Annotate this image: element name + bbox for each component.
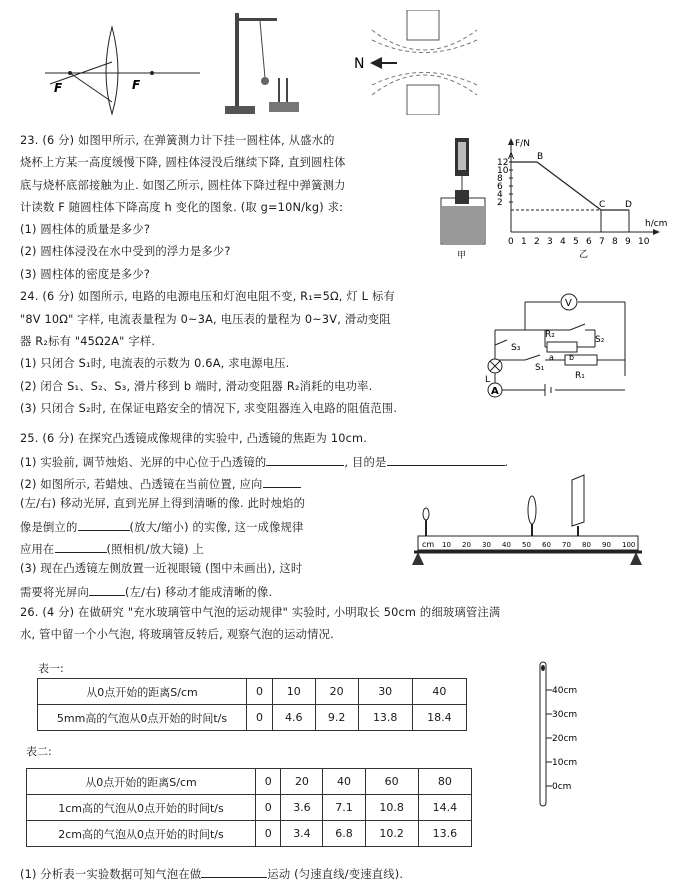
y-tick-label: 6 xyxy=(497,182,503,192)
q23-line-4: 计读数 F 随圆柱体下降高度 h 变化的图象. (取 g=10N/kg) 求: xyxy=(20,201,344,214)
table-cell: 13.6 xyxy=(418,821,471,847)
q25-blank-5[interactable] xyxy=(55,541,107,553)
north-pole-label: N xyxy=(354,56,365,72)
s3-label: S₃ xyxy=(511,343,521,353)
table1 xyxy=(37,678,467,731)
point-c-label: C xyxy=(599,200,606,210)
table-cell: 3.6 xyxy=(281,795,323,821)
table-cell: 60 xyxy=(365,769,418,795)
q26-line-2: 水, 管中留一个小气泡, 将玻璃管反转后, 观察气泡的运动情况. xyxy=(20,628,334,641)
figure-jia-caption: 甲 xyxy=(457,251,467,260)
circuit-diagram xyxy=(485,290,635,402)
table-cell: 40 xyxy=(323,769,365,795)
table-cell: 18.4 xyxy=(412,705,466,731)
point-d-label: D xyxy=(625,200,632,210)
y-axis-label: F/N xyxy=(515,139,530,149)
table-cell: 9.2 xyxy=(315,705,358,731)
q25-line-8-text-a: 需要将光屏向 xyxy=(20,586,89,599)
q23-line-3: 底与烧杯底部接触为止. 如图乙所示, 圆柱体下降过程中弹簧测力 xyxy=(20,179,346,192)
table-cell: 40 xyxy=(412,679,466,705)
magnetic-field-figure xyxy=(352,10,482,115)
bench-tick-label: 10 xyxy=(442,541,451,549)
q25-blank-3[interactable] xyxy=(263,476,301,488)
table-cell: 10.8 xyxy=(365,795,418,821)
q25-sub-1-text-b: , 目的是 xyxy=(344,456,387,469)
q24-sub-1: (1) 只闭合 S₁时, 电流表的示数为 0.6A, 求电源电压. xyxy=(20,357,290,370)
q23-line-2: 烧杯上方某一高度缓慢下降, 圆柱体浸没后继续下降, 直到圆柱体 xyxy=(20,156,346,169)
x-tick-label: 0 xyxy=(508,237,514,247)
figure-yi-caption: 乙 xyxy=(579,250,589,260)
q25-sub-1 xyxy=(20,454,508,470)
table-cell: 4.6 xyxy=(272,705,315,731)
table-row-head: 2cm高的气泡从0点开始的时间t/s xyxy=(27,821,256,847)
table-cell: 0 xyxy=(256,821,281,847)
q25-sub-1-text-c: . xyxy=(504,456,509,469)
bench-tick-label: 100 xyxy=(622,541,636,549)
table-cell: 10.2 xyxy=(365,821,418,847)
bench-tick-label: 30 xyxy=(482,541,491,549)
table-row xyxy=(27,795,472,821)
y-tick-label: 12 xyxy=(497,158,509,168)
focal-point-right-label: F xyxy=(132,78,141,92)
q25-sub-2-text-a: (2) 如图所示, 若蜡烛、凸透镜在当前位置, 应向 xyxy=(20,478,263,491)
glass-tube-figure xyxy=(532,660,602,810)
bench-tick-label: 70 xyxy=(562,541,571,549)
table-cell: 13.8 xyxy=(358,705,412,731)
s2-label: S₂ xyxy=(595,335,605,345)
tube-mark-label: 20cm xyxy=(552,734,578,744)
table-cell: 0 xyxy=(256,795,281,821)
table-row-head: 从0点开始的距离S/cm xyxy=(27,769,256,795)
table-cell: 20 xyxy=(315,679,358,705)
q26-line-1: 26. (4 分) 在做研究 "充水玻璃管中气泡的运动规律" 实验时, 小明取长 50cm 的细玻璃管注满 xyxy=(20,606,501,619)
r2-label: R₂ xyxy=(545,330,555,340)
table-row xyxy=(27,769,472,795)
tube-mark-label: 30cm xyxy=(552,710,578,720)
ammeter-label: A xyxy=(491,386,499,397)
q25-line-5-text-a: 像是倒立的 xyxy=(20,521,78,534)
bench-tick-label: 20 xyxy=(462,541,471,549)
bench-tick-label: 80 xyxy=(582,541,591,549)
slider-end-b-label: b xyxy=(569,353,575,362)
tube-mark-label: 10cm xyxy=(552,758,578,768)
q23-sub-2: (2) 圆柱体浸没在水中受到的浮力是多少? xyxy=(20,245,231,258)
q23-sub-1: (1) 圆柱体的质量是多少? xyxy=(20,223,151,236)
table-cell: 10 xyxy=(272,679,315,705)
table-cell: 7.1 xyxy=(323,795,365,821)
y-tick-label: 10 xyxy=(497,166,509,176)
q24-line-1: 24. (6 分) 如图所示, 电路的电源电压和灯泡电阻不变, R₁=5Ω, 灯 L 标有 xyxy=(20,290,395,303)
table-row-head: 从0点开始的距离S/cm xyxy=(38,679,247,705)
table-cell: 3.4 xyxy=(281,821,323,847)
q25-line-6-text-b: (照相机/放大镜) 上 xyxy=(106,543,204,556)
q25-blank-6[interactable] xyxy=(89,584,125,596)
table-row-head: 5mm高的气泡从0点开始的时间t/s xyxy=(38,705,247,731)
q23-sub-3: (3) 圆柱体的密度是多少? xyxy=(20,268,151,281)
s1-label: S₁ xyxy=(535,363,545,373)
tube-mark-label: 40cm xyxy=(552,686,578,696)
bench-tick-label: 90 xyxy=(602,541,611,549)
table-row xyxy=(27,821,472,847)
q25-line-8-text-b: (左/右) 移动才能成清晰的像. xyxy=(124,586,273,599)
q26-sub-1-text-a: (1) 分析表一实验数据可知气泡在做 xyxy=(20,868,202,881)
bench-tick-label: 60 xyxy=(542,541,551,549)
q25-sub-2 xyxy=(20,476,301,492)
x-axis-label: h/cm xyxy=(645,219,668,229)
bench-tick-label: 50 xyxy=(522,541,531,549)
point-b-label: B xyxy=(537,152,544,162)
bench-tick-label: 40 xyxy=(502,541,511,549)
q25-line-1: 25. (6 分) 在探究凸透镜成像规律的实验中, 凸透镜的焦距为 10cm. xyxy=(20,432,368,445)
lens-ray-diagram xyxy=(40,22,205,117)
q25-line-6 xyxy=(20,541,204,557)
table2-label: 表二: xyxy=(26,745,52,758)
optical-bench-figure xyxy=(412,470,644,566)
table-cell: 0 xyxy=(247,705,273,731)
y-tick-label: 4 xyxy=(497,190,503,200)
slider-end-a-label: a xyxy=(549,353,554,362)
table-cell: 30 xyxy=(358,679,412,705)
q24-line-2: "8V 10Ω" 字样, 电流表量程为 0~3A, 电压表的量程为 0~3V, 滑动变阻 xyxy=(20,313,391,326)
q26-sub-1 xyxy=(20,866,403,882)
x-tick-label: 5 xyxy=(573,237,579,247)
tube-mark-label: 0cm xyxy=(552,782,572,792)
table-row-head: 1cm高的气泡从0点开始的时间t/s xyxy=(27,795,256,821)
x-tick-label: 3 xyxy=(547,237,553,247)
force-height-graph xyxy=(495,136,670,260)
q25-line-8 xyxy=(20,584,272,600)
y-tick-label: 8 xyxy=(497,174,503,184)
q25-line-4: (左/右) 移动光屏, 直到光屏上得到清晰的像. 此时烛焰的 xyxy=(20,497,306,510)
q25-sub-1-text-a: (1) 实验前, 调节烛焰、光屏的中心位于凸透镜的 xyxy=(20,456,267,469)
table2 xyxy=(26,768,472,847)
table1-label: 表一: xyxy=(38,662,64,675)
q26-blank-1[interactable] xyxy=(201,866,267,878)
r1-label: R₁ xyxy=(575,371,585,381)
point-a-label: A xyxy=(508,152,515,162)
table-row xyxy=(38,705,467,731)
q24-sub-2: (2) 闭合 S₁、S₂、S₃, 滑片移到 b 端时, 滑动变阻器 R₂消耗的电功率. xyxy=(20,380,373,393)
x-tick-label: 6 xyxy=(586,237,592,247)
y-tick-label: 2 xyxy=(497,198,503,208)
lamp-label: L xyxy=(485,375,491,385)
focal-point-left-label: F xyxy=(54,81,63,95)
q26-sub-1-text-b: 运动 (匀速直线/变速直线). xyxy=(267,868,404,881)
x-tick-label: 2 xyxy=(534,237,540,247)
q25-line-6-text-a: 应用在 xyxy=(20,543,55,556)
x-tick-label: 4 xyxy=(560,237,566,247)
table-cell: 0 xyxy=(256,769,281,795)
q25-blank-4[interactable] xyxy=(78,519,130,531)
x-tick-label: 1 xyxy=(521,237,527,247)
q25-blank-2[interactable] xyxy=(387,454,505,466)
q25-sub-3: (3) 现在凸透镜左侧放置一近视眼镜 (图中未画出), 这时 xyxy=(20,562,303,575)
table-cell: 6.8 xyxy=(323,821,365,847)
x-tick-label: 10 xyxy=(638,237,650,247)
q25-blank-1[interactable] xyxy=(266,454,344,466)
q24-sub-3: (3) 只闭合 S₂时, 在保证电路安全的情况下, 求变阻器连入电路的阻值范围. xyxy=(20,402,398,415)
pendulum-stand-figure xyxy=(225,8,305,120)
q24-line-3: 器 R₂标有 "45Ω2A" 字样. xyxy=(20,335,156,348)
table-cell: 20 xyxy=(281,769,323,795)
table-cell: 80 xyxy=(418,769,471,795)
q23-line-1: 23. (6 分) 如图甲所示, 在弹簧测力计下挂一圆柱体, 从盛水的 xyxy=(20,134,335,147)
x-tick-label: 9 xyxy=(625,237,631,247)
spring-scale-beaker-figure xyxy=(435,138,495,260)
q25-line-5-text-b: (放大/缩小) 的实像, 这一成像规律 xyxy=(129,521,304,534)
x-tick-label: 8 xyxy=(612,237,618,247)
table-cell: 14.4 xyxy=(418,795,471,821)
table-cell: 0 xyxy=(247,679,273,705)
bench-unit-label: cm xyxy=(422,540,435,549)
table-row xyxy=(38,679,467,705)
voltmeter-label: V xyxy=(565,298,572,309)
q25-line-5 xyxy=(20,519,304,535)
x-tick-label: 7 xyxy=(599,237,605,247)
